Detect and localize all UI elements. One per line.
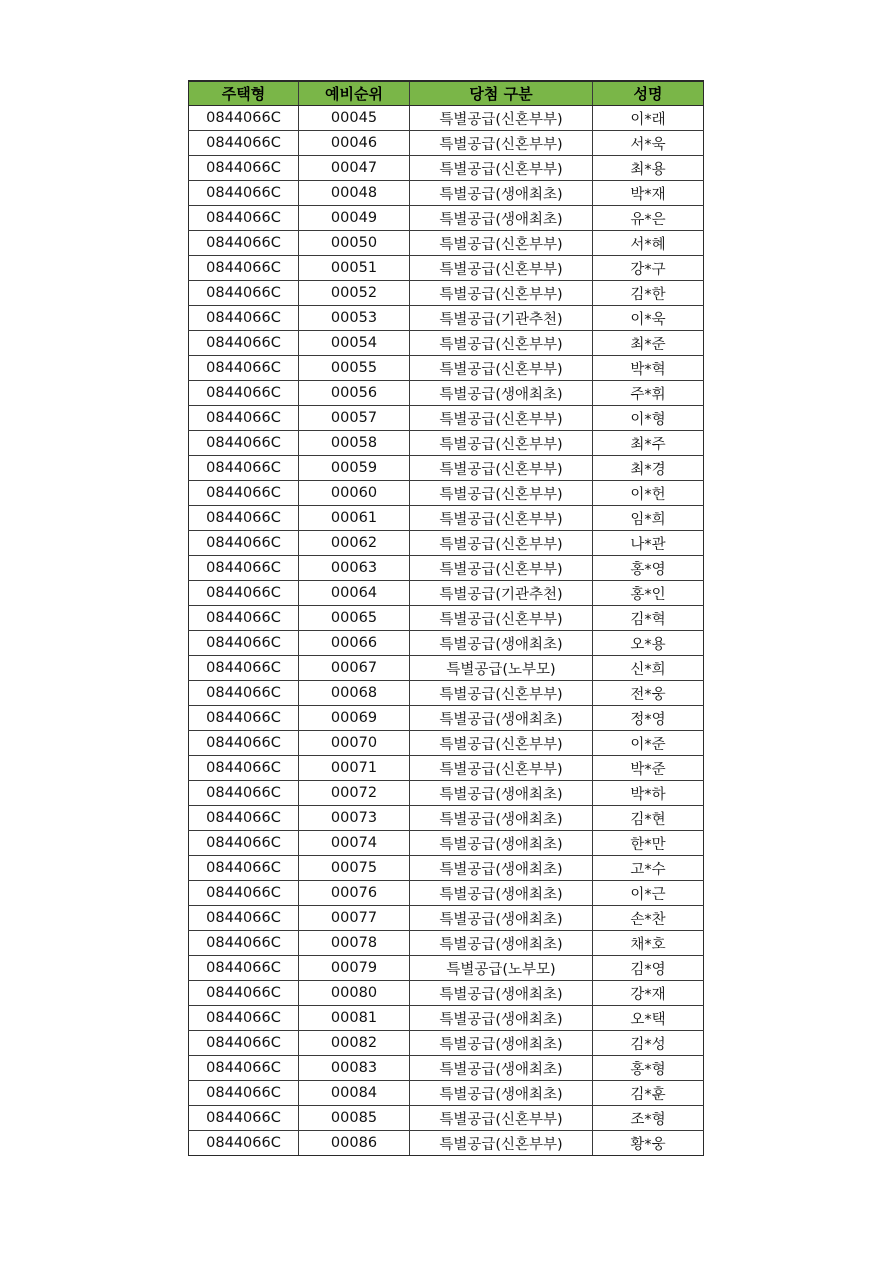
cell-category: 특별공급(생애최초): [410, 706, 593, 731]
cell-category: 특별공급(신혼부부): [410, 556, 593, 581]
table-row: [189, 356, 704, 381]
cell-housing-type: 0844066C: [189, 556, 299, 581]
cell-reserve-rank: 00080: [299, 981, 410, 1006]
table-row: [189, 456, 704, 481]
cell-reserve-rank: 00070: [299, 731, 410, 756]
cell-name: 이*욱: [593, 306, 704, 331]
table-row: [189, 1056, 704, 1081]
header-housing-type: 주택형: [189, 81, 299, 106]
table-row: [189, 156, 704, 181]
table-row: [189, 806, 704, 831]
cell-housing-type: 0844066C: [189, 1131, 299, 1156]
table-row: [189, 306, 704, 331]
cell-reserve-rank: 00048: [299, 181, 410, 206]
cell-housing-type: 0844066C: [189, 481, 299, 506]
cell-reserve-rank: 00061: [299, 506, 410, 531]
cell-category: 특별공급(생애최초): [410, 1081, 593, 1106]
cell-category: 특별공급(신혼부부): [410, 531, 593, 556]
cell-reserve-rank: 00049: [299, 206, 410, 231]
cell-category: 특별공급(신혼부부): [410, 231, 593, 256]
table-header: [189, 81, 704, 106]
cell-category: 특별공급(생애최초): [410, 981, 593, 1006]
cell-category: 특별공급(생애최초): [410, 856, 593, 881]
table-row: [189, 431, 704, 456]
cell-name: 임*희: [593, 506, 704, 531]
cell-housing-type: 0844066C: [189, 981, 299, 1006]
cell-category: 특별공급(생애최초): [410, 1031, 593, 1056]
cell-reserve-rank: 00062: [299, 531, 410, 556]
table-row: [189, 481, 704, 506]
cell-name: 서*혜: [593, 231, 704, 256]
cell-housing-type: 0844066C: [189, 256, 299, 281]
table-row: [189, 106, 704, 131]
cell-category: 특별공급(신혼부부): [410, 506, 593, 531]
cell-reserve-rank: 00052: [299, 281, 410, 306]
cell-name: 박*재: [593, 181, 704, 206]
cell-housing-type: 0844066C: [189, 681, 299, 706]
cell-name: 박*준: [593, 756, 704, 781]
cell-housing-type: 0844066C: [189, 206, 299, 231]
cell-housing-type: 0844066C: [189, 1031, 299, 1056]
table-row: [189, 581, 704, 606]
table-row: [189, 656, 704, 681]
cell-category: 특별공급(생애최초): [410, 881, 593, 906]
table-row: [189, 781, 704, 806]
table-row: [189, 1081, 704, 1106]
table-row: [189, 281, 704, 306]
cell-reserve-rank: 00055: [299, 356, 410, 381]
cell-housing-type: 0844066C: [189, 756, 299, 781]
cell-reserve-rank: 00077: [299, 906, 410, 931]
table-row: [189, 1131, 704, 1156]
cell-category: 특별공급(신혼부부): [410, 481, 593, 506]
cell-name: 전*웅: [593, 681, 704, 706]
table-row: [189, 756, 704, 781]
table-row: [189, 606, 704, 631]
cell-housing-type: 0844066C: [189, 431, 299, 456]
table-row: [189, 881, 704, 906]
cell-name: 이*래: [593, 106, 704, 131]
cell-category: 특별공급(생애최초): [410, 831, 593, 856]
cell-category: 특별공급(신혼부부): [410, 456, 593, 481]
table-row: [189, 631, 704, 656]
cell-housing-type: 0844066C: [189, 281, 299, 306]
cell-housing-type: 0844066C: [189, 306, 299, 331]
cell-category: 특별공급(신혼부부): [410, 1106, 593, 1131]
cell-name: 주*휘: [593, 381, 704, 406]
cell-reserve-rank: 00072: [299, 781, 410, 806]
cell-name: 김*훈: [593, 1081, 704, 1106]
cell-housing-type: 0844066C: [189, 906, 299, 931]
cell-category: 특별공급(생애최초): [410, 381, 593, 406]
cell-name: 정*영: [593, 706, 704, 731]
header-category: 당첨 구분: [410, 81, 593, 106]
cell-housing-type: 0844066C: [189, 606, 299, 631]
cell-housing-type: 0844066C: [189, 1106, 299, 1131]
table-row: [189, 506, 704, 531]
cell-reserve-rank: 00084: [299, 1081, 410, 1106]
cell-housing-type: 0844066C: [189, 831, 299, 856]
cell-housing-type: 0844066C: [189, 456, 299, 481]
cell-reserve-rank: 00068: [299, 681, 410, 706]
cell-category: 특별공급(신혼부부): [410, 606, 593, 631]
cell-reserve-rank: 00058: [299, 431, 410, 456]
cell-category: 특별공급(생애최초): [410, 806, 593, 831]
cell-housing-type: 0844066C: [189, 331, 299, 356]
cell-name: 박*혁: [593, 356, 704, 381]
cell-name: 김*한: [593, 281, 704, 306]
winners-table: [188, 80, 704, 1156]
cell-category: 특별공급(생애최초): [410, 181, 593, 206]
cell-reserve-rank: 00078: [299, 931, 410, 956]
cell-housing-type: 0844066C: [189, 231, 299, 256]
table-row: [189, 931, 704, 956]
cell-reserve-rank: 00085: [299, 1106, 410, 1131]
cell-reserve-rank: 00054: [299, 331, 410, 356]
cell-reserve-rank: 00057: [299, 406, 410, 431]
cell-name: 황*웅: [593, 1131, 704, 1156]
cell-name: 김*영: [593, 956, 704, 981]
table-row: [189, 681, 704, 706]
table-row: [189, 231, 704, 256]
table-row: [189, 956, 704, 981]
cell-housing-type: 0844066C: [189, 356, 299, 381]
cell-category: 특별공급(노부모): [410, 956, 593, 981]
cell-category: 특별공급(생애최초): [410, 781, 593, 806]
cell-name: 손*찬: [593, 906, 704, 931]
cell-housing-type: 0844066C: [189, 406, 299, 431]
table-body: [189, 106, 704, 1156]
cell-category: 특별공급(신혼부부): [410, 356, 593, 381]
cell-name: 최*경: [593, 456, 704, 481]
table-row: [189, 706, 704, 731]
cell-category: 특별공급(신혼부부): [410, 731, 593, 756]
cell-housing-type: 0844066C: [189, 531, 299, 556]
cell-housing-type: 0844066C: [189, 856, 299, 881]
cell-housing-type: 0844066C: [189, 956, 299, 981]
cell-housing-type: 0844066C: [189, 656, 299, 681]
cell-reserve-rank: 00079: [299, 956, 410, 981]
cell-housing-type: 0844066C: [189, 931, 299, 956]
cell-housing-type: 0844066C: [189, 156, 299, 181]
cell-reserve-rank: 00073: [299, 806, 410, 831]
table-row: [189, 556, 704, 581]
cell-reserve-rank: 00060: [299, 481, 410, 506]
cell-name: 이*근: [593, 881, 704, 906]
cell-reserve-rank: 00066: [299, 631, 410, 656]
header-reserve-rank: 예비순위: [299, 81, 410, 106]
cell-reserve-rank: 00074: [299, 831, 410, 856]
cell-category: 특별공급(신혼부부): [410, 156, 593, 181]
cell-housing-type: 0844066C: [189, 506, 299, 531]
table-row: [189, 1006, 704, 1031]
cell-category: 특별공급(노부모): [410, 656, 593, 681]
cell-name: 홍*형: [593, 1056, 704, 1081]
header-name: 성명: [593, 81, 704, 106]
cell-category: 특별공급(신혼부부): [410, 256, 593, 281]
cell-reserve-rank: 00076: [299, 881, 410, 906]
cell-name: 강*재: [593, 981, 704, 1006]
cell-housing-type: 0844066C: [189, 381, 299, 406]
cell-name: 강*구: [593, 256, 704, 281]
cell-category: 특별공급(신혼부부): [410, 1131, 593, 1156]
cell-category: 특별공급(신혼부부): [410, 331, 593, 356]
table-row: [189, 206, 704, 231]
cell-category: 특별공급(생애최초): [410, 906, 593, 931]
cell-category: 특별공급(생애최초): [410, 1006, 593, 1031]
cell-category: 특별공급(기관추천): [410, 306, 593, 331]
cell-name: 김*혁: [593, 606, 704, 631]
header-row: [189, 81, 704, 106]
cell-housing-type: 0844066C: [189, 1056, 299, 1081]
cell-housing-type: 0844066C: [189, 1081, 299, 1106]
cell-name: 김*현: [593, 806, 704, 831]
cell-reserve-rank: 00051: [299, 256, 410, 281]
table-row: [189, 406, 704, 431]
table-row: [189, 906, 704, 931]
cell-category: 특별공급(생애최초): [410, 931, 593, 956]
cell-name: 나*관: [593, 531, 704, 556]
cell-reserve-rank: 00083: [299, 1056, 410, 1081]
cell-housing-type: 0844066C: [189, 881, 299, 906]
table-row: [189, 131, 704, 156]
cell-name: 오*용: [593, 631, 704, 656]
cell-name: 이*헌: [593, 481, 704, 506]
cell-name: 최*용: [593, 156, 704, 181]
table-row: [189, 531, 704, 556]
cell-housing-type: 0844066C: [189, 706, 299, 731]
cell-housing-type: 0844066C: [189, 581, 299, 606]
cell-reserve-rank: 00056: [299, 381, 410, 406]
cell-reserve-rank: 00081: [299, 1006, 410, 1031]
cell-housing-type: 0844066C: [189, 131, 299, 156]
cell-reserve-rank: 00086: [299, 1131, 410, 1156]
cell-reserve-rank: 00064: [299, 581, 410, 606]
cell-category: 특별공급(신혼부부): [410, 281, 593, 306]
cell-name: 고*수: [593, 856, 704, 881]
cell-housing-type: 0844066C: [189, 781, 299, 806]
cell-name: 채*호: [593, 931, 704, 956]
cell-housing-type: 0844066C: [189, 631, 299, 656]
table-row: [189, 331, 704, 356]
cell-category: 특별공급(신혼부부): [410, 406, 593, 431]
cell-housing-type: 0844066C: [189, 1006, 299, 1031]
cell-name: 최*준: [593, 331, 704, 356]
cell-name: 김*성: [593, 1031, 704, 1056]
cell-name: 이*준: [593, 731, 704, 756]
cell-category: 특별공급(기관추천): [410, 581, 593, 606]
cell-housing-type: 0844066C: [189, 731, 299, 756]
cell-category: 특별공급(신혼부부): [410, 756, 593, 781]
cell-reserve-rank: 00075: [299, 856, 410, 881]
cell-category: 특별공급(신혼부부): [410, 681, 593, 706]
cell-name: 홍*영: [593, 556, 704, 581]
cell-category: 특별공급(신혼부부): [410, 106, 593, 131]
cell-category: 특별공급(신혼부부): [410, 131, 593, 156]
cell-category: 특별공급(생애최초): [410, 1056, 593, 1081]
cell-name: 조*형: [593, 1106, 704, 1131]
table-row: [189, 1106, 704, 1131]
cell-category: 특별공급(신혼부부): [410, 431, 593, 456]
table-row: [189, 181, 704, 206]
cell-reserve-rank: 00071: [299, 756, 410, 781]
cell-name: 신*희: [593, 656, 704, 681]
cell-reserve-rank: 00053: [299, 306, 410, 331]
cell-reserve-rank: 00067: [299, 656, 410, 681]
table-row: [189, 381, 704, 406]
table-row: [189, 831, 704, 856]
cell-name: 서*욱: [593, 131, 704, 156]
cell-reserve-rank: 00082: [299, 1031, 410, 1056]
cell-reserve-rank: 00050: [299, 231, 410, 256]
table-row: [189, 731, 704, 756]
cell-name: 이*형: [593, 406, 704, 431]
cell-name: 박*하: [593, 781, 704, 806]
cell-reserve-rank: 00045: [299, 106, 410, 131]
cell-reserve-rank: 00046: [299, 131, 410, 156]
cell-category: 특별공급(생애최초): [410, 631, 593, 656]
table-row: [189, 256, 704, 281]
cell-reserve-rank: 00065: [299, 606, 410, 631]
cell-name: 오*택: [593, 1006, 704, 1031]
table-row: [189, 1031, 704, 1056]
table-row: [189, 856, 704, 881]
cell-housing-type: 0844066C: [189, 106, 299, 131]
cell-housing-type: 0844066C: [189, 806, 299, 831]
cell-name: 한*만: [593, 831, 704, 856]
cell-reserve-rank: 00063: [299, 556, 410, 581]
cell-housing-type: 0844066C: [189, 181, 299, 206]
cell-name: 홍*인: [593, 581, 704, 606]
cell-reserve-rank: 00069: [299, 706, 410, 731]
cell-name: 유*은: [593, 206, 704, 231]
cell-reserve-rank: 00059: [299, 456, 410, 481]
table-row: [189, 981, 704, 1006]
cell-category: 특별공급(생애최초): [410, 206, 593, 231]
cell-reserve-rank: 00047: [299, 156, 410, 181]
cell-name: 최*주: [593, 431, 704, 456]
